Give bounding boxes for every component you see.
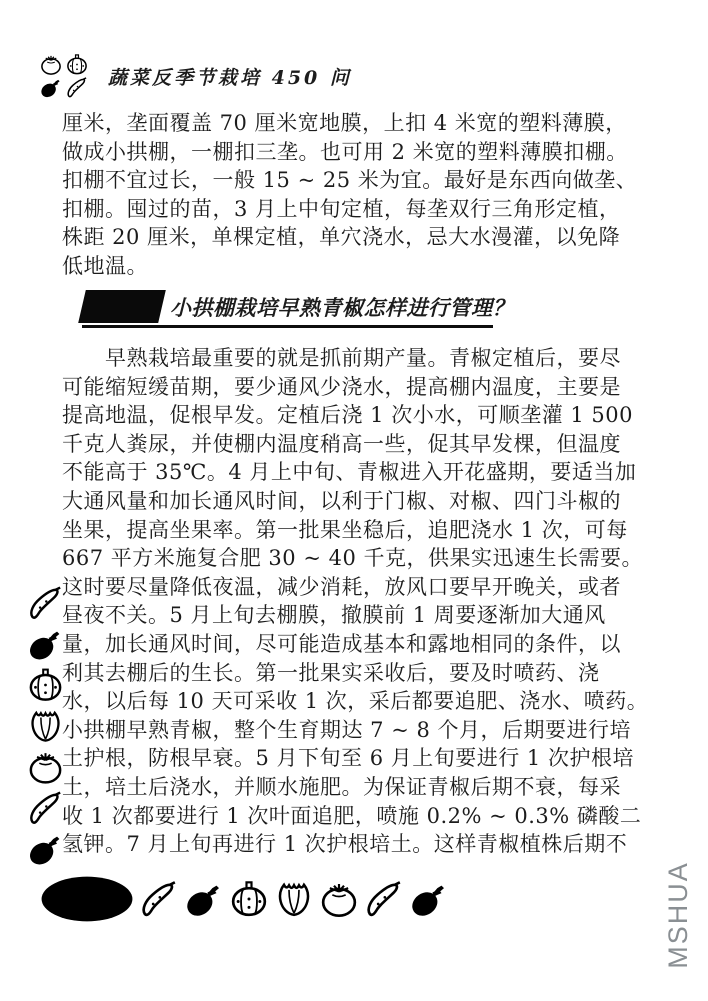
book-title: 蔬菜反季节栽培 450 问 <box>108 66 352 89</box>
pumpkin-icon <box>229 878 269 920</box>
eggplant-icon <box>38 76 64 99</box>
footer-vegetable-icons <box>40 874 449 924</box>
cucumber-icon <box>139 878 179 920</box>
text-line: 早熟栽培最重要的就是抓前期产量。青椒定植后，要尽 <box>105 346 621 370</box>
text-line: 厘米，垄面覆盖 70 厘米宽地膜，上扣 4 米宽的塑料薄膜， <box>62 111 627 135</box>
cucumber-icon <box>364 878 404 920</box>
eggplant-icon <box>184 878 224 920</box>
cucumber-icon <box>27 584 64 622</box>
text-line: 坐果，提高坐果率。第一批果坐稳后，追肥浇水 1 次，可每 <box>62 517 628 542</box>
text-line: 千克人粪尿，并使棚内温度稍高一些，促其早发棵，但温度 <box>62 431 621 456</box>
text-line: 做成小拱棚，一棚扣三垄。也可用 2 米宽的塑料薄膜扣棚。 <box>62 139 628 164</box>
watermark-text: MSHUA <box>663 861 693 969</box>
vegetables-logo-icon <box>38 52 96 100</box>
text-line: 低地温。 <box>62 253 148 278</box>
text-line: 收 1 次都要进行 1 次叶面追肥，喷施 0.2% ~ 0.3% 磷酸二 <box>62 803 642 828</box>
text-line: 大通风量和加长通风时间，以利于门椒、对椒、四门斗椒的 <box>62 488 621 513</box>
page-header <box>38 52 352 100</box>
pumpkin-icon <box>27 666 64 704</box>
text-line: 氢钾。7 月上旬再进行 1 次护根培土。这样青椒植株后期不 <box>62 832 628 857</box>
pumpkin-icon <box>64 53 90 76</box>
text-line: 提高地温，促根早发。定植后浇 1 次小水，可顺垄灌 1 500 <box>62 403 634 428</box>
tomato-icon <box>319 878 359 920</box>
question-number-marker-icon <box>78 290 166 323</box>
margin-vegetable-icons <box>24 584 66 868</box>
text-line: 667 平方米施复合肥 30 ~ 40 千克，供果实迅速生长需要。 <box>62 546 643 571</box>
text-line: 利其去棚后的生长。第一批果实采收后，要及时喷药、浇 <box>62 660 600 685</box>
question-heading <box>82 288 514 328</box>
cucumber-icon <box>27 789 64 827</box>
tomato-icon <box>27 748 64 786</box>
text-line: 可能缩短缓苗期，要少通风少浇水，提高棚内温度，主要是 <box>62 374 621 399</box>
text-line: 水，以后每 10 天可采收 1 次，采后都要追肥、浇水、喷药。 <box>62 689 649 714</box>
cucumber-icon <box>64 76 90 99</box>
black-ellipse-icon <box>40 874 134 924</box>
text-line: 不能高于 35℃。4 月上中旬、青椒进入开花盛期，要适当加 <box>62 460 637 485</box>
eggplant-icon <box>27 830 64 868</box>
text-line: 株距 20 厘米，单棵定植，单穴浇水，忌大水漫灌，以免降 <box>62 225 621 250</box>
cabbage-icon <box>274 878 314 920</box>
text-line: 量，加长通风时间，尽可能造成基本和露地相同的条件，以 <box>62 631 621 656</box>
intro-paragraph <box>62 109 656 281</box>
text-line: 这时要尽量降低夜温，减少消耗，放风口要早开晚关，或者 <box>62 574 621 599</box>
question-heading-text: 小拱棚栽培早熟青椒怎样进行管理？ <box>170 294 514 320</box>
eggplant-icon <box>27 625 64 663</box>
cabbage-icon <box>27 707 64 745</box>
answer-paragraph <box>62 344 656 859</box>
text-line: 土，培土后浇水，并顺水施肥。为保证青椒后期不衰，每采 <box>62 774 621 799</box>
text-line: 昼夜不关。5 月上旬去棚膜，撤膜前 1 周要逐渐加大通风 <box>62 603 606 628</box>
text-line: 土护根，防根早衰。5 月下旬至 6 月上旬要进行 1 次护根培 <box>62 746 634 771</box>
tomato-icon <box>38 53 64 76</box>
text-line: 扣棚不宜过长，一般 15 ~ 25 米为宜。最好是东西向做垄、 <box>62 168 638 193</box>
eggplant-icon <box>409 878 449 920</box>
text-line: 扣棚。囤过的苗，3 月上中旬定植，每垄双行三角形定植， <box>62 196 621 221</box>
text-line: 小拱棚早熟青椒，整个生育期达 7 ~ 8 个月，后期要进行培 <box>62 717 632 742</box>
